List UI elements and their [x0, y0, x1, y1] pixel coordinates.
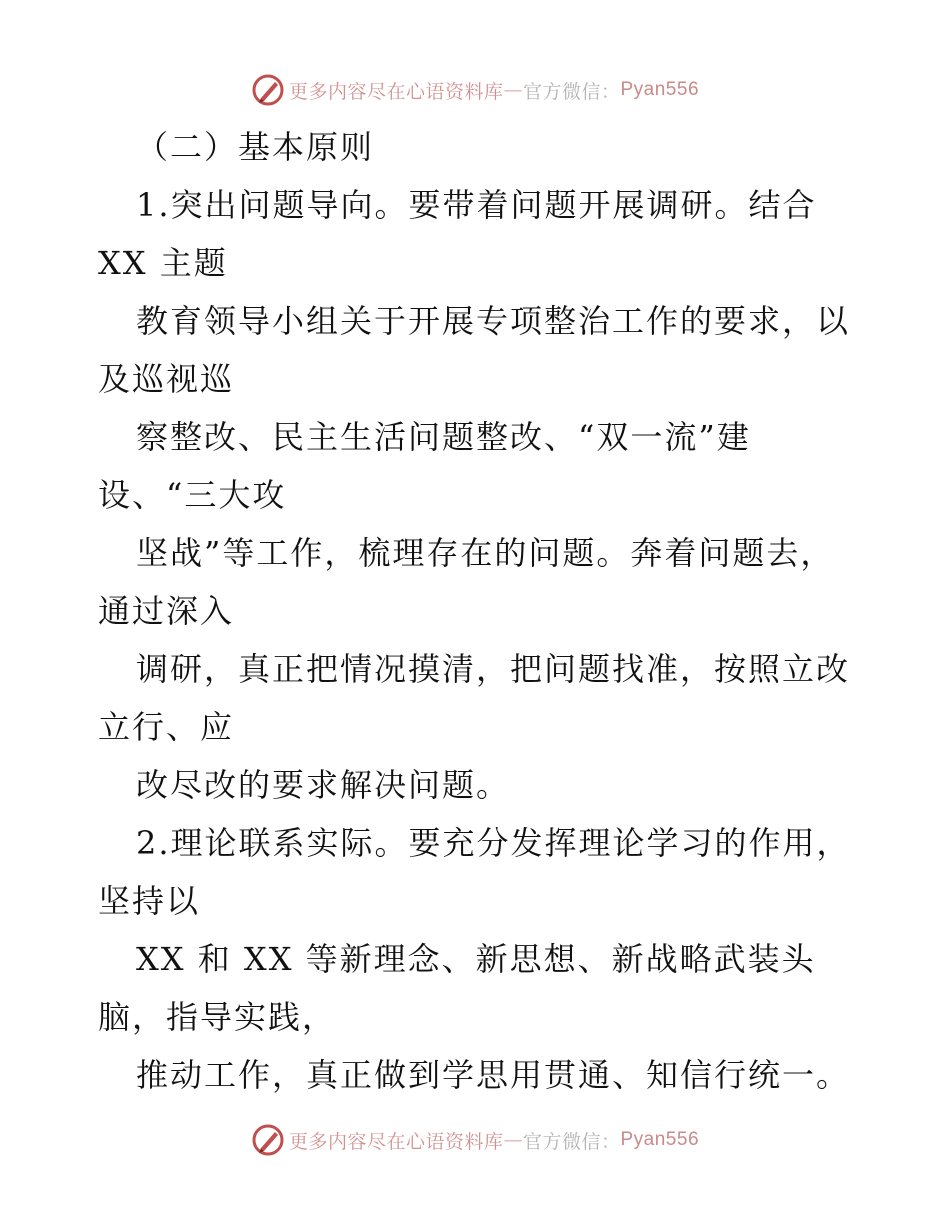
paragraph-line: 及巡视巡: [98, 360, 235, 398]
watermark-side-label: 官方微信：: [522, 80, 621, 103]
paragraph-line: XX 主题: [98, 244, 228, 282]
pen-logo-icon: [251, 73, 285, 107]
paragraph-line: 立行、应: [98, 708, 235, 746]
paragraph-line: 2.理论联系实际。要充分发挥理论学习的作用，: [136, 824, 851, 862]
paragraph-line: 设、“三大攻: [98, 476, 287, 514]
watermark-prefix: 更多内容尽在心语资料库: [288, 80, 504, 103]
paragraph-line: 脑，指导实践，: [98, 998, 337, 1036]
paragraph-line: 调研，真正把情况摸清，把问题找准，按照立改: [136, 650, 851, 688]
document-body: [98, 118, 878, 1104]
footer-watermark: [0, 1120, 950, 1160]
paragraph-line: 1.突出问题导向。要带着问题开展调研。结合: [136, 186, 817, 224]
watermark-side-label: 官方微信：: [522, 1130, 621, 1153]
pen-logo-icon: [251, 1123, 285, 1157]
paragraph-line: XX 和 XX 等新理念、新思想、新战略武装头: [136, 940, 816, 978]
watermark-id: Pyan556: [620, 1129, 700, 1150]
section-heading: （二）基本原则: [136, 128, 375, 166]
header-watermark: [0, 70, 950, 110]
paragraph-line: 坚持以: [98, 882, 201, 920]
paragraph-line: 推动工作，真正做到学思用贯通、知信行统一。: [136, 1056, 851, 1094]
paragraph-line: 改尽改的要求解决问题。: [136, 766, 511, 804]
watermark-separator: —: [503, 1129, 523, 1151]
paragraph-line: 通过深入: [98, 592, 235, 630]
watermark-prefix: 更多内容尽在心语资料库: [288, 1130, 504, 1153]
paragraph-line: 坚战”等工作，梳理存在的问题。奔着问题去，: [136, 534, 835, 572]
paragraph-line: 教育领导小组关于开展专项整治工作的要求，以: [136, 302, 851, 340]
paragraph-line: 察整改、民主生活问题整改、“双一流”建: [136, 418, 751, 456]
watermark-separator: —: [503, 79, 523, 101]
watermark-id: Pyan556: [620, 79, 700, 100]
